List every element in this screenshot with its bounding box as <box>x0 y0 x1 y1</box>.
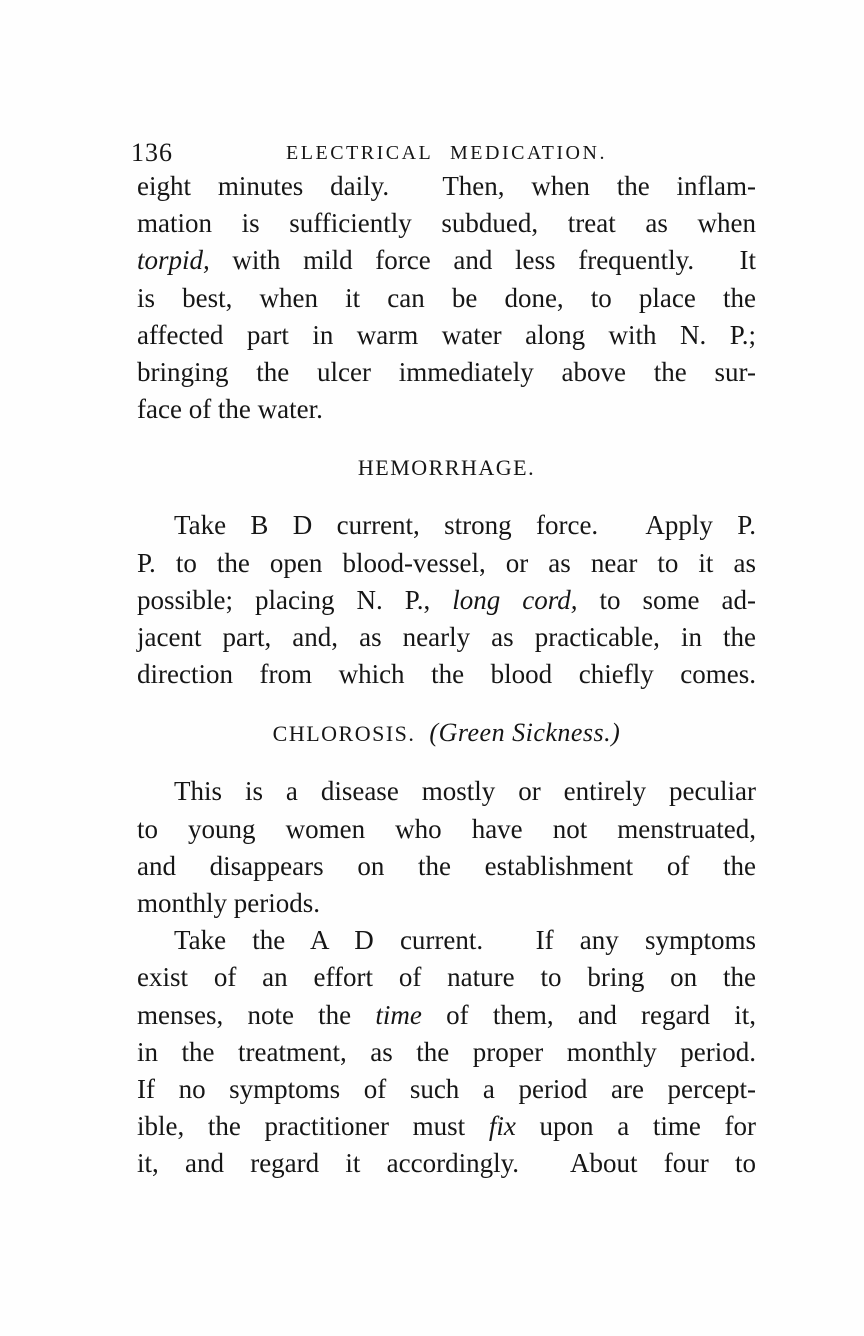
body-text: is best, when it can be done, to place the <box>137 282 756 313</box>
text-line <box>137 922 756 959</box>
body-text: affected part in warm water along with N. P.; <box>137 319 756 350</box>
body-text: exist of an effort of nature to bring on the <box>137 962 756 993</box>
text-line <box>137 619 756 656</box>
paragraph-chlorosis-description <box>137 773 756 922</box>
body-text: direction from which the blood chiefly comes. <box>137 659 756 690</box>
body-text: of them, and regard it, <box>421 999 756 1030</box>
text-line <box>137 242 756 279</box>
body-text: jacent part, and, as nearly as practicable, in the <box>137 622 756 653</box>
body-text: If no symptoms of such a period are percept- <box>137 1074 756 1105</box>
body-text: eight minutes daily. Then, when the inflam- <box>137 171 756 201</box>
page-number: 136 <box>131 138 173 167</box>
text-line <box>137 1145 756 1182</box>
text-line <box>137 507 756 544</box>
text-line <box>137 773 756 810</box>
body-text: This is a disease mostly or entirely peculiar <box>174 776 756 807</box>
italic-text: time <box>375 999 422 1030</box>
page-header <box>131 138 756 168</box>
text-line <box>137 997 756 1034</box>
small-caps-text: CHLOROSIS. <box>272 721 430 747</box>
body-text: menses, note the <box>137 999 376 1030</box>
text-line <box>137 811 756 848</box>
paragraph-inflammation-treatment <box>137 168 756 428</box>
body-text: and disappears on the establishment of the <box>137 850 756 881</box>
text-line <box>137 885 756 922</box>
text-line <box>137 1108 756 1145</box>
body-text: to some ad- <box>577 584 756 615</box>
body-text: ible, the practitioner must <box>137 1111 489 1142</box>
body-text: upon a time for <box>515 1111 756 1142</box>
text-line <box>137 1034 756 1071</box>
body-text: mation is sufficiently subdued, treat as when <box>137 208 756 239</box>
text-line <box>137 354 756 391</box>
italic-text: torpid, <box>137 245 210 276</box>
text-line <box>137 848 756 885</box>
body-text: bringing the ulcer immediately above the sur- <box>137 357 756 388</box>
body-text: Take the A D current. If any symptoms <box>174 925 756 956</box>
text-line <box>137 280 756 317</box>
small-caps-text: HEMORRHAGE. <box>357 455 536 481</box>
paragraph-hemorrhage-treatment <box>137 507 756 693</box>
heading-chlorosis <box>137 717 756 750</box>
page-content <box>137 168 756 1183</box>
text-line <box>137 545 756 582</box>
text-line <box>137 582 756 619</box>
text-line <box>137 205 756 242</box>
text-line <box>137 656 756 693</box>
body-text: possible; placing N. P., <box>137 584 453 615</box>
heading-hemorrhage <box>137 452 756 484</box>
body-text: in the treatment, as the proper monthly period. <box>137 1036 756 1067</box>
running-title: ELECTRICAL MEDICATION. <box>286 142 607 164</box>
text-column <box>131 138 756 1183</box>
body-text: to young women who have not menstruated, <box>137 813 756 844</box>
body-text: face of the water. <box>137 394 323 425</box>
text-line <box>137 317 756 354</box>
italic-text: (Green Sickness.) <box>429 718 621 748</box>
italic-text: fix <box>488 1111 516 1142</box>
text-line <box>137 1071 756 1108</box>
text-line <box>137 168 756 205</box>
paragraph-chlorosis-treatment <box>137 922 756 1182</box>
text-line <box>137 959 756 996</box>
body-text: Take B D current, strong force. Apply P. <box>174 510 756 541</box>
body-text: monthly periods. <box>137 888 320 919</box>
body-text: it, and regard it accordingly. About four to <box>137 1148 756 1179</box>
italic-text: long cord, <box>452 584 578 615</box>
text-line <box>137 391 756 428</box>
body-text: with mild force and less frequently. It <box>209 245 756 276</box>
body-text: P. to the open blood-vessel, or as near to it as <box>137 547 756 578</box>
